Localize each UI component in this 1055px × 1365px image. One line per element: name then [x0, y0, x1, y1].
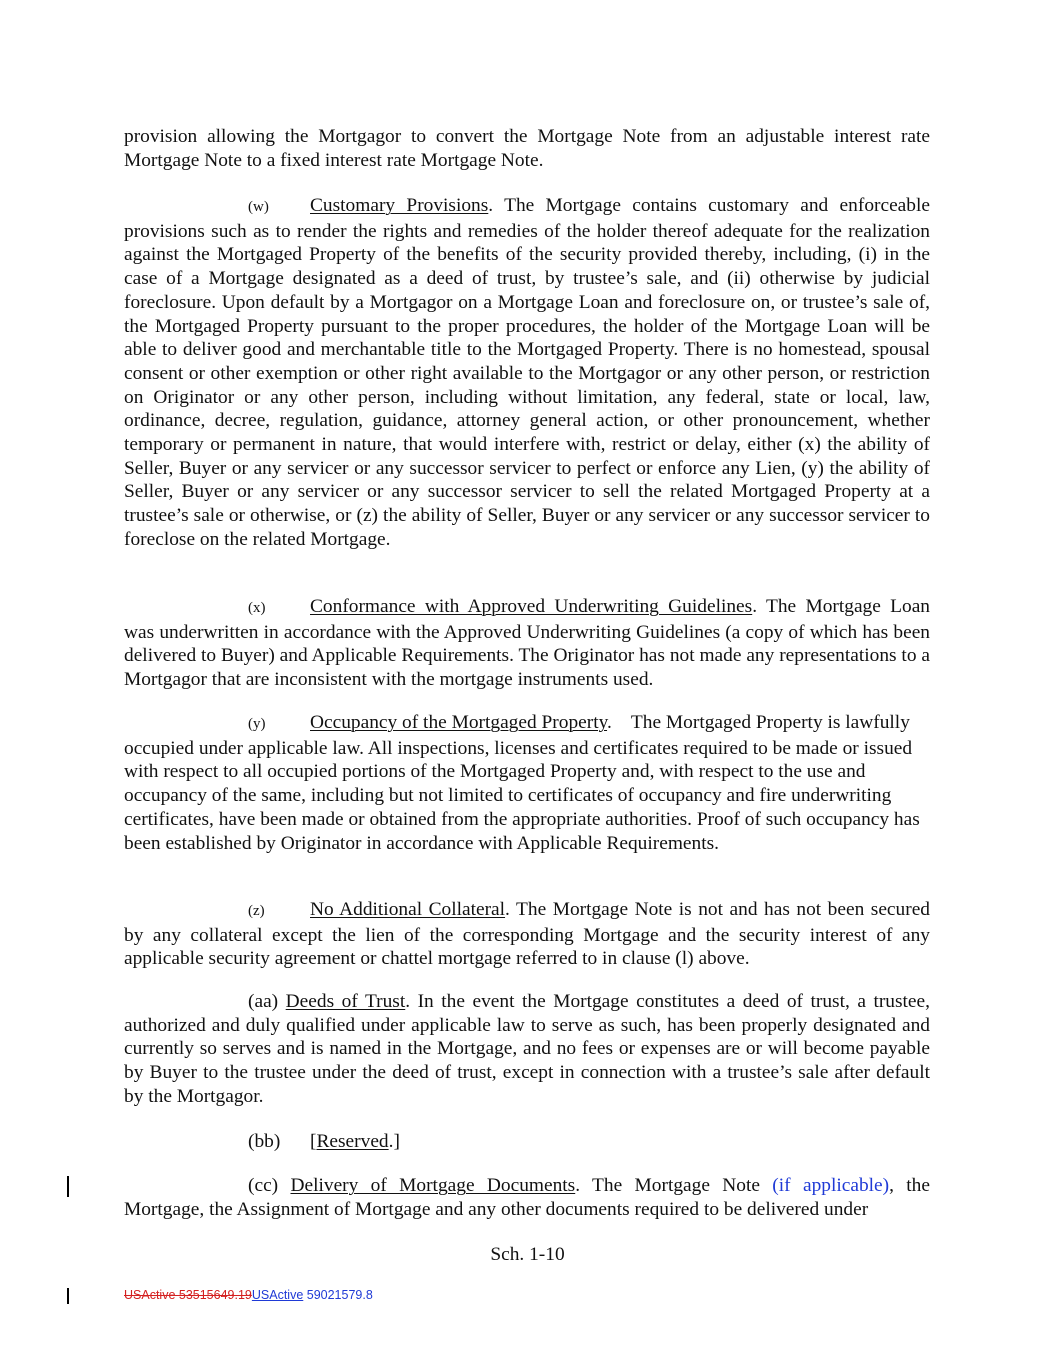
section-aa — [124, 990, 930, 1109]
continuation-text: provision allowing the Mortgagor to convert the Mortgage Note from an adjustable interest rate Mortgage Note to a fixed interest rate Mortgage Note. — [124, 126, 930, 171]
section-x — [124, 595, 930, 692]
section-z-label: (z) — [248, 903, 265, 919]
continuation-paragraph — [124, 125, 930, 172]
section-cc-heading: Delivery of Mortgage Documents — [290, 1175, 576, 1196]
section-bb-label: (bb) — [248, 1131, 281, 1152]
section-aa-heading: Deeds of Trust — [285, 991, 406, 1012]
section-w-label: (w) — [248, 199, 269, 215]
section-w — [124, 194, 930, 552]
section-x-body: . The Mortgage Loan was underwritten in accordance with the Approved Underwriting Guidelines (a copy of which has been delivered to Buyer) and Applicable Requirements. The Originator has not made any representations to a Mortgagor that are inconsistent with the mortgage instruments used. — [124, 596, 930, 691]
section-z-heading: No Additional Collateral — [310, 899, 506, 920]
section-cc-label: (cc) — [248, 1175, 279, 1196]
footer-change-bar — [67, 1288, 69, 1304]
section-x-label: (x) — [248, 600, 266, 616]
section-z — [124, 898, 930, 971]
section-cc-inserted-text: (if applicable) — [759, 1175, 890, 1196]
section-bb-open: [ — [310, 1131, 317, 1152]
section-y — [124, 711, 930, 855]
section-z-body: . The Mortgage Note is not and has not been secured by any collateral except the lien of the corresponding Mortgage and the security interest of any applicable security agreement or chattel mortgage referred to in clause (l) above. — [124, 899, 930, 970]
section-bb — [124, 1130, 930, 1154]
document-id — [124, 1287, 373, 1303]
section-x-heading: Conformance with Approved Underwriting Guidelines — [310, 596, 753, 617]
document-id-inserted-label: USActive — [251, 1288, 304, 1302]
section-bb-heading: Reserved — [316, 1131, 389, 1152]
section-w-body: . The Mortgage contains customary and enforceable provisions such as to render the rights and remedies of the holder thereof adequate for the realization against the Mortgaged Property of the benefits of the security provided thereby, including, (i) in the case of a Mortgage designated as a deed of trust, by trustee’s sale, and (ii) otherwise by judicial foreclosure. Upon default by a Mortgagor on a Mortgage Loan and foreclosure on, or trustee’s sale of, the Mortgaged Property pursuant to the proper procedures, the holder of the Mortgage Loan will be able to deliver good and merchantable title to the Mortgaged Property. There is no homestead, spousal consent or other exemption or other right available to the Mortgagor or any other person, or restriction on Originator or any other person, including without limitation, any federal, state or local, law, ordinance, decree, regulation, guidance, attorney general action, or other pronouncement, whether temporary or permanent in nature, that would interfere with, restrict or delay, either (x) the ability of Seller, Buyer or any servicer or any successor servicer to perfect or enforce any Lien, (y) the ability of Seller, Buyer or any servicer or any successor servicer to sell the related Mortgaged Property at a trustee’s sale or otherwise, or (z) the ability of Seller, Buyer or any servicer or any successor servicer to foreclose on the related Mortgage. — [124, 195, 930, 550]
section-y-heading: Occupancy of the Mortgaged Property — [310, 712, 608, 733]
section-aa-label: (aa) — [248, 991, 279, 1012]
document-id-inserted-number: 59021579.8 — [303, 1288, 373, 1302]
section-w-heading: Customary Provisions — [310, 195, 489, 216]
section-y-label: (y) — [248, 716, 266, 732]
page-number: Sch. 1-10 — [490, 1244, 565, 1265]
section-y-body: . The Mortgaged Property is lawfully occupied under applicable law. All inspections, licenses and certificates required to be made or issued with respect to all occupied portions of the Mortgaged Property and, with respect to the use and occupancy of the same, including but not limited to certificates of occupancy and fire underwriting certificates, have been made or obtained from the appropriate authorities. Proof of such occupancy has been established by Originator in accordance with Applicable Requirements. — [124, 712, 925, 854]
section-aa-body: . In the event the Mortgage constitutes a deed of trust, a trustee, authorized and duly qualified under applicable law to serve as such, has been properly designated and currently so serves and is named in the Mortgage, and no fees or expenses are or will become payable by Buyer to the trustee under the deed of trust, except in connection with a trustee’s sale after default by the Mortgagor. — [124, 991, 930, 1107]
section-bb-close: .] — [388, 1131, 400, 1152]
section-cc — [124, 1174, 930, 1221]
document-id-deleted: USActive 53515649.19 — [124, 1288, 252, 1302]
section-cc-body-a: . The Mortgage Note — [575, 1175, 760, 1196]
change-bar — [67, 1176, 69, 1197]
section-cc-body-b: , the Mortgage, the Assignment of Mortgage and any other documents required to be delivered under — [124, 1175, 930, 1220]
